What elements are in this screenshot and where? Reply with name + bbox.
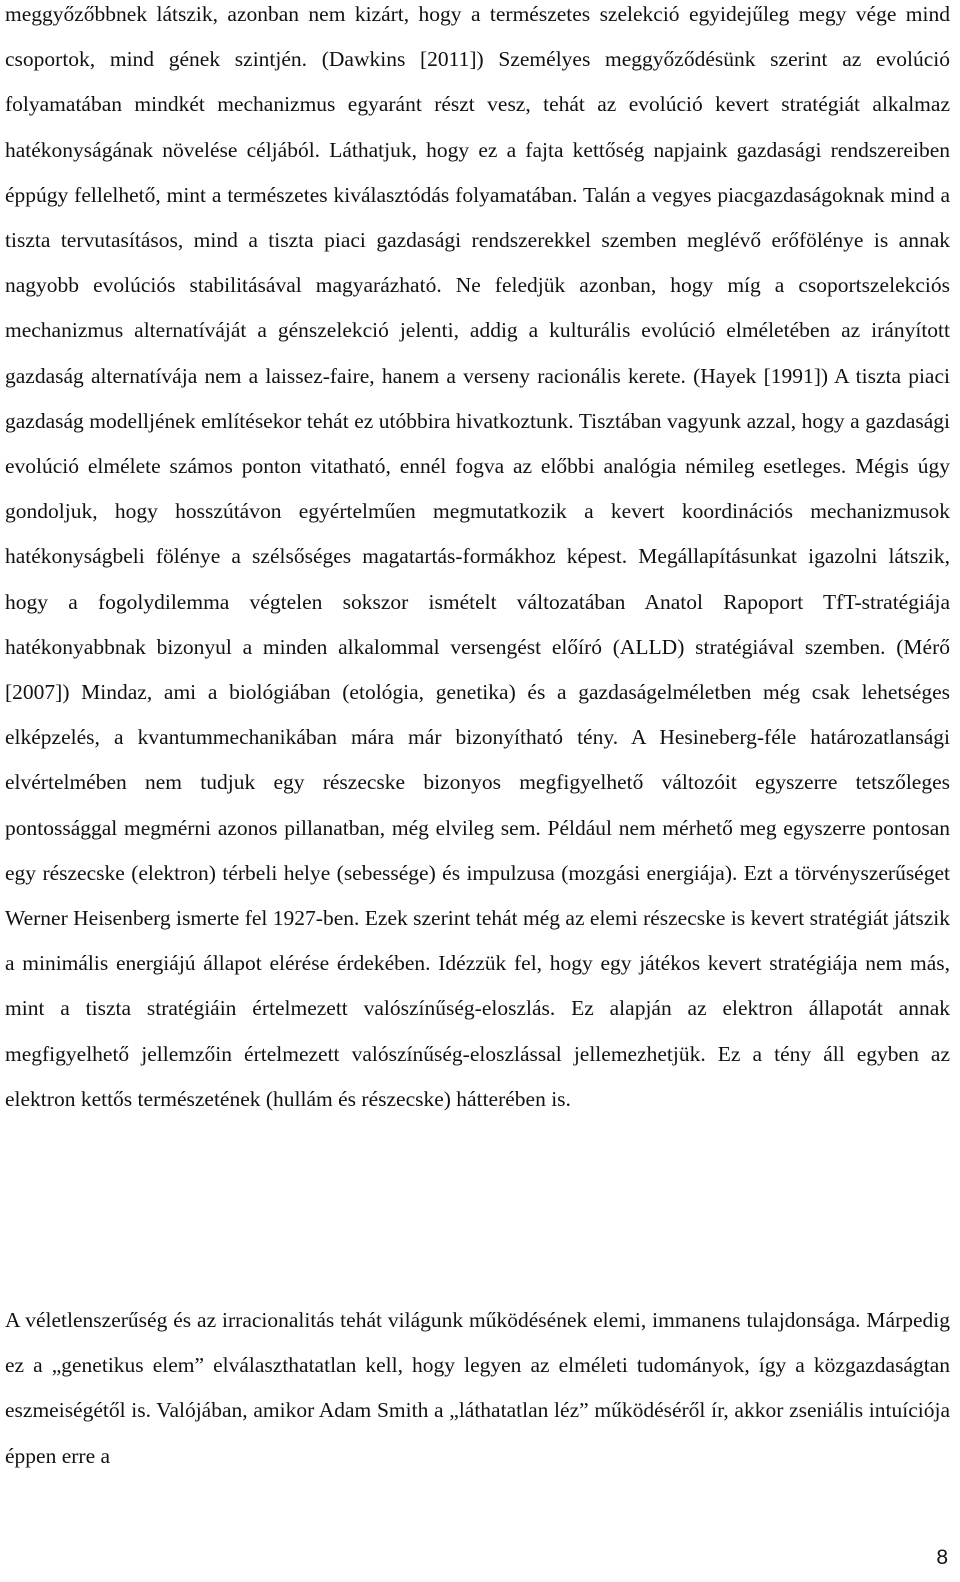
page-number: 8 [936,1546,948,1569]
body-paragraph-2: A véletlenszerűség és az irracionalitás tehát világunk működésének elemi, immanens tulajdonsága. Márpedig ez a „genetikus elem” elválaszthatatlan kell, hogy legyen az elméleti tudományok, így a közgazdaságtan eszmeiségétől is. Valójában, amikor Adam Smith a „láthatatlan léz” működéséről ír, akkor zseniális intuíciója éppen erre a [5,1308,950,1468]
body-paragraph-1: meggyőzőbbnek látszik, azonban nem kizárt, hogy a természetes szelekció egyidejűleg megy vége mind csoportok, mind gének szintjén. (Dawkins [2011]) Személyes meggyőződésünk szerint az evolúció folyamatában mindkét mechanizmus egyaránt részt vesz, tehát az evolúció kevert stratégiát alkalmaz hatékonyságának növelése céljából. Láthatjuk, hogy ez a fajta kettőség napjaink gazdasági rendszereiben éppúgy fellelhető, mint a természetes kiválasztódás folyamatában. Talán a vegyes piacgazdaságoknak mind a tiszta tervutasításos, mind a tiszta piaci gazdasági rendszerekkel szemben meglévő erőfölénye is annak nagyobb evolúciós stabilitásával magyarázható. Ne feledjük azonban, hogy míg a csoportszelekciós mechanizmus alternatíváját a génszelekció jelenti, addig a kulturális evolúció elméletében az irányított gazdaság alternatívája nem a laissez-faire, hanem a verseny racionális kerete. (Hayek [1991]) A tiszta piaci gazdaság modelljének említésekor tehát ez utóbbira hivatkoztunk. Tisztában vagyunk azzal, hogy a gazdasági evolúció elmélete számos ponton vitatható, ennél fogva az előbbi analógia némileg esetleges. Mégis úgy gondoljuk, hogy hosszútávon egyértelműen megmutatkozik a kevert koordinációs mechanizmusok hatékonyságbeli fölénye a szélsőséges magatartás-formákhoz képest. Megállapításunkat igazolni látszik, hogy a fogolydilemma végtelen sokszor ismételt változatában Anatol Rapoport TfT-stratégiája hatékonyabbnak bizonyul a minden alkalommal versengést előíró (ALLD) stratégiával szemben. (Mérő [2007]) Mindaz, ami a biológiában (etológia, genetika) és a gazdaságelméletben még csak lehetséges elképzelés, a kvantummechanikában mára már bizonyítható tény. A Hesineberg-féle határozatlansági elvértelmében nem tudjuk egy részecske bizonyos megfigyelhető változóit egyszerre tetszőleges pontossággal megmérni azonos pillanatban, még elvileg sem. Például nem mérhető meg egyszerre pontosan egy részecske (elektron) térbeli helye (sebessége) és impulzusa (mozgási energiája). Ezt a törvényszerűséget Werner Heisenberg ismerte fel 1927-ben. Ezek szerint tehát még az elemi részecske is kevert stratégiát játszik a minimális energiájú állapot elérése érdekében. Idézzük fel, hogy egy játékos kevert stratégiája nem más, mint a tiszta stratégiáin értelmezett valószínűség-eloszlás. Ez alapján az elektron állapotát annak megfigyelhető jellemzőin értelmezett valószínűség-eloszlással jellemezhetjük. Ez a tény áll egyben az elektron kettős természetének (hullám és részecske) hátterében is. [5,2,950,1111]
